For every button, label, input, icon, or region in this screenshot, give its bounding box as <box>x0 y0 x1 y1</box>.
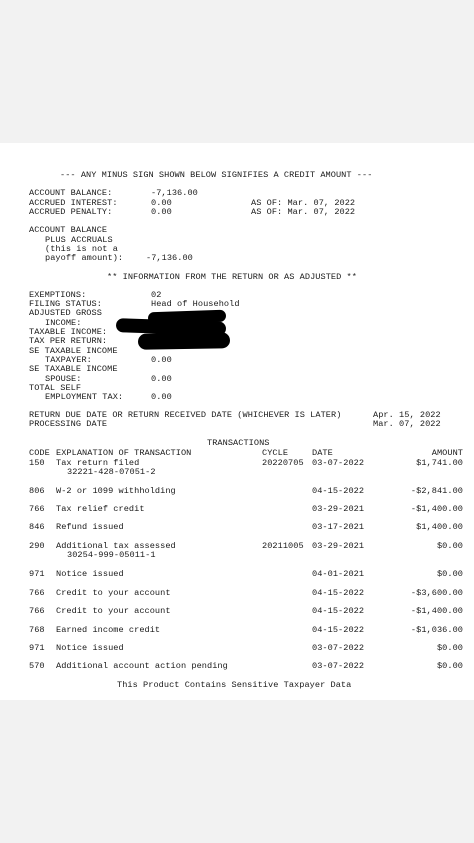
row-explanation: Credit to your account <box>56 588 171 598</box>
se-spouse-label-2: SPOUSE: <box>45 374 82 384</box>
row-date: 03-29-2021 <box>312 504 365 514</box>
row-code: 846 <box>29 522 45 532</box>
row-date: 04-15-2022 <box>312 625 365 635</box>
col-header-cycle: CYCLE <box>262 448 289 458</box>
se-spouse-value: 0.00 <box>151 374 172 384</box>
row-explanation: Earned income credit <box>56 625 161 635</box>
row-code: 766 <box>29 606 45 616</box>
se-tax-value: 0.00 <box>151 392 172 402</box>
se-taxpayer-label-2: TAXPAYER: <box>45 355 92 365</box>
col-header-amount: AMOUNT <box>431 448 463 458</box>
agi-label-1: ADJUSTED GROSS <box>29 308 102 318</box>
return-due-label: RETURN DUE DATE OR RETURN RECEIVED DATE (WHICHEVER IS LATER) <box>29 410 342 420</box>
row-amount: -$2,841.00 <box>410 486 463 496</box>
row-date: 03-29-2021 <box>312 541 365 551</box>
row-amount: $0.00 <box>436 661 463 671</box>
credit-sign-note: --- ANY MINUS SIGN SHOWN BELOW SIGNIFIES A CREDIT AMOUNT --- <box>60 170 373 180</box>
row-date: 04-15-2022 <box>312 588 365 598</box>
row-document-locator: 30254-999-05011-1 <box>67 550 156 560</box>
row-date: 03-17-2021 <box>312 522 365 532</box>
accrued-penalty-value: 0.00 <box>151 207 172 217</box>
accrued-penalty-asof: AS OF: Mar. 07, 2022 <box>251 207 356 217</box>
filing-status-value: Head of Household <box>151 299 240 309</box>
row-explanation: Tax return filed <box>56 458 140 468</box>
row-code: 570 <box>29 661 45 671</box>
row-date: 03-07-2022 <box>312 643 365 653</box>
col-header-date: DATE <box>312 448 333 458</box>
tax-per-return-label: TAX PER RETURN: <box>29 336 108 346</box>
row-amount: -$1,400.00 <box>410 504 463 514</box>
row-date: 04-15-2022 <box>312 486 365 496</box>
exemptions-label: EXEMPTIONS: <box>29 290 87 300</box>
row-explanation: Tax relief credit <box>56 504 145 514</box>
se-spouse-label-1: SE TAXABLE INCOME <box>29 364 118 374</box>
row-date: 03-07-2022 <box>312 458 365 468</box>
row-explanation: W-2 or 1099 withholding <box>56 486 176 496</box>
row-amount: $0.00 <box>436 569 463 579</box>
accruals-label-1: ACCOUNT BALANCE <box>29 225 108 235</box>
processing-date-label: PROCESSING DATE <box>29 419 108 429</box>
row-explanation: Additional tax assessed <box>56 541 176 551</box>
accruals-label-4: payoff amount): <box>45 253 124 263</box>
accruals-label-2: PLUS ACCRUALS <box>45 235 113 245</box>
row-amount: -$1,036.00 <box>410 625 463 635</box>
row-code: 150 <box>29 458 45 468</box>
row-code: 766 <box>29 588 45 598</box>
row-code: 806 <box>29 486 45 496</box>
return-due-value: Apr. 15, 2022 <box>373 410 441 420</box>
filing-status-label: FILING STATUS: <box>29 299 102 309</box>
row-code: 768 <box>29 625 45 635</box>
row-explanation: Refund issued <box>56 522 124 532</box>
accrued-interest-asof: AS OF: Mar. 07, 2022 <box>251 198 356 208</box>
accruals-label-3: (this is not a <box>45 244 118 254</box>
account-balance-label: ACCOUNT BALANCE: <box>29 188 113 198</box>
row-date: 04-15-2022 <box>312 606 365 616</box>
row-amount: $0.00 <box>436 541 463 551</box>
accrued-interest-label: ACCRUED INTEREST: <box>29 198 118 208</box>
row-amount: -$1,400.00 <box>410 606 463 616</box>
row-date: 04-01-2021 <box>312 569 365 579</box>
exemptions-value: 02 <box>151 290 162 300</box>
row-amount: $1,741.00 <box>416 458 463 468</box>
row-amount: $0.00 <box>436 643 463 653</box>
accrued-penalty-label: ACCRUED PENALTY: <box>29 207 113 217</box>
redaction-mark <box>138 332 230 350</box>
se-taxpayer-value: 0.00 <box>151 355 172 365</box>
se-tax-label-2: EMPLOYMENT TAX: <box>45 392 124 402</box>
row-code: 290 <box>29 541 45 551</box>
row-document-locator: 32221-428-07051-2 <box>67 467 156 477</box>
taxable-income-label: TAXABLE INCOME: <box>29 327 108 337</box>
account-balance-value: -7,136.00 <box>151 188 198 198</box>
row-code: 766 <box>29 504 45 514</box>
transactions-title: TRANSACTIONS <box>207 438 270 448</box>
row-explanation: Credit to your account <box>56 606 171 616</box>
agi-label-2: INCOME: <box>45 318 82 328</box>
col-header-explanation: EXPLANATION OF TRANSACTION <box>56 448 192 458</box>
row-explanation: Notice issued <box>56 569 124 579</box>
col-header-code: CODE <box>29 448 50 458</box>
row-cycle: 20211005 <box>262 541 304 551</box>
return-info-heading: ** INFORMATION FROM THE RETURN OR AS ADJUSTED ** <box>107 272 357 282</box>
accruals-value: -7,136.00 <box>146 253 193 263</box>
row-explanation: Additional account action pending <box>56 661 228 671</box>
se-taxpayer-label-1: SE TAXABLE INCOME <box>29 346 118 356</box>
accrued-interest-value: 0.00 <box>151 198 172 208</box>
row-explanation: Notice issued <box>56 643 124 653</box>
sensitive-data-note: This Product Contains Sensitive Taxpayer Data <box>117 680 352 690</box>
row-cycle: 20220705 <box>262 458 304 468</box>
row-code: 971 <box>29 643 45 653</box>
row-amount: -$3,600.00 <box>410 588 463 598</box>
row-amount: $1,400.00 <box>416 522 463 532</box>
row-date: 03-07-2022 <box>312 661 365 671</box>
processing-date-value: Mar. 07, 2022 <box>373 419 441 429</box>
row-code: 971 <box>29 569 45 579</box>
se-tax-label-1: TOTAL SELF <box>29 383 82 393</box>
